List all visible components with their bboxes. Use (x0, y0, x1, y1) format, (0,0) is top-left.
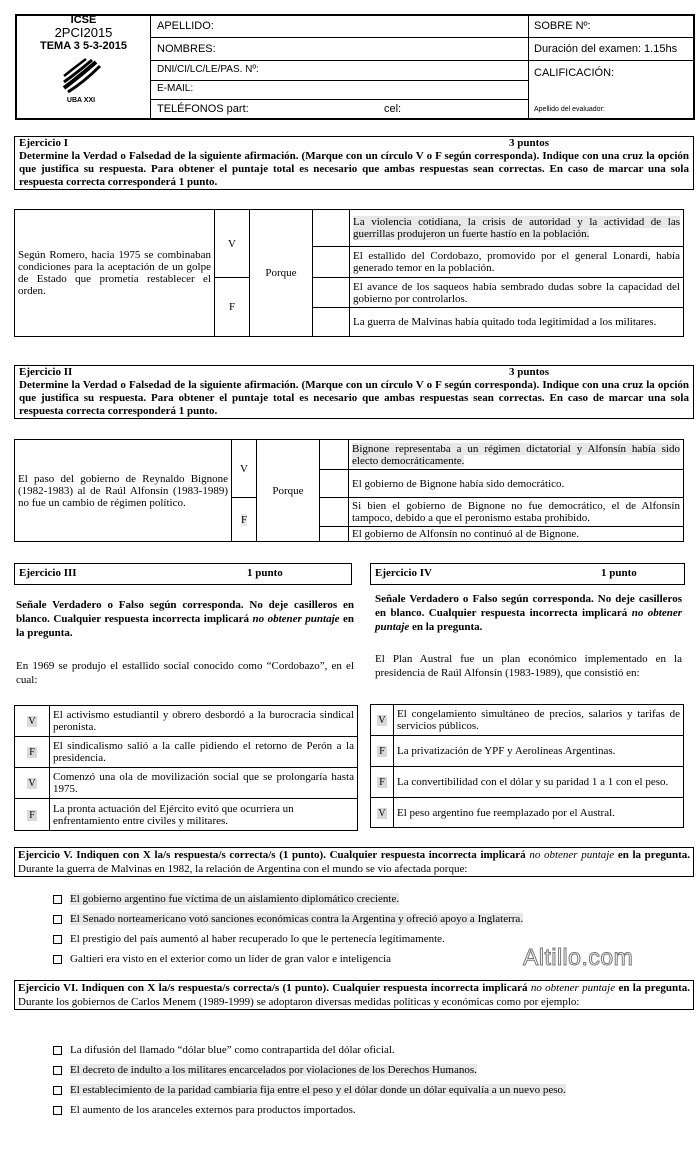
ej3-table (14, 705, 358, 831)
ej3-mark[interactable] (15, 706, 50, 737)
ej1-points: 3 puntos (509, 137, 550, 149)
email-field[interactable]: E-MAIL: (157, 83, 194, 94)
ej2-option-3: Si bien el gobierno de Bignone no fue democrático, el de Alfonsín tampoco, debido a que el peronismo estaba prohibido. (349, 498, 684, 527)
ej6-option-1[interactable] (53, 1044, 395, 1056)
checkbox-icon (53, 935, 62, 944)
ej5-option-3[interactable] (53, 933, 445, 945)
ej5-header (14, 847, 694, 877)
ej2-table (14, 439, 684, 542)
ej3-title: Ejercicio III (19, 567, 77, 579)
ej6-option-1-text: La difusión del llamado “dólar blue” como contrapartida del dólar oficial. (70, 1044, 395, 1056)
ej1-option-3: El avance de los saqueos había sembrado dudas sobre la capacidad del gobierno por controlarlos. (350, 278, 684, 308)
ej6-option-4[interactable] (53, 1104, 356, 1116)
ej3-intro: En 1969 se produjo el estallido social conocido como “Cordobazo”, en el cual: (16, 660, 354, 686)
ej1-instructions: Determine la Verdad o Falsedad de la siguiente afirmación. (Marque con un círculo V o F según corresponda). Indique con una cruz la opción que justifica su respuesta. Para obtener el puntaje total es necesario que ambas respuestas sean correctas. En caso de marcar una sola respuesta correcta corresponderá 1 punto. (19, 150, 689, 188)
ej5-option-2-text: El Senado norteamericano votó sanciones económicas contra la Argentina y ofreció apoyo a Inglaterra. (70, 913, 524, 925)
ej6-header (14, 980, 694, 1010)
ej4-mark-4: V (378, 807, 386, 819)
ej2-statement: El paso del gobierno de Reynaldo Bignone (1982-1983) al de Raúl Alfonsín (1983-1989) no fue un cambio de régimen político. (15, 440, 232, 542)
ej4-mark-3: F (377, 777, 387, 788)
ej2-f-option[interactable] (232, 498, 257, 542)
ej5-head-b2: en la pregunta. (617, 849, 690, 861)
ej2-check-1[interactable] (320, 440, 349, 470)
ej3-row-2: El sindicalismo salió a la calle pidiendo el retorno de Perón a la presidencia. (50, 737, 358, 768)
logo-text: UBA XXI (66, 97, 96, 104)
ej4-row-1: El congelamiento simultáneo de precios, salarios y tarifas de servicios públicos. (394, 705, 684, 736)
ej5-option-4[interactable] (53, 953, 391, 965)
ej5-option-4-text: Galtieri era visto en el exterior como un líder de gran valor e inteligencia (70, 953, 392, 965)
ej2-check-3[interactable] (320, 498, 349, 527)
ej3-mark-3: V (28, 778, 36, 789)
ej3-row-1: El activismo estudiantil y obrero desbordó a la burocracia sindical peronista. (50, 706, 358, 737)
ej2-check-2[interactable] (320, 470, 349, 498)
ej3-inst-em: no obtener puntaje (252, 613, 340, 625)
ej3-mark-2: F (27, 747, 37, 758)
duracion-label: Duración del examen: 1.15hs (534, 43, 678, 55)
nombres-field[interactable]: NOMBRES: (157, 43, 216, 55)
ej4-title: Ejercicio IV (375, 567, 432, 579)
ej2-option-1: Bignone representaba a un régimen dictatorial y Alfonsín había sido electo democráticamente. (352, 442, 680, 467)
ej1-check-4[interactable] (313, 308, 350, 337)
ej2-f-label: F (240, 513, 248, 526)
ej4-mark[interactable] (371, 736, 394, 767)
checkbox-icon (53, 1046, 62, 1055)
ej6-option-2[interactable] (53, 1064, 477, 1076)
ej1-check-1[interactable] (313, 210, 350, 247)
ej4-instructions (375, 592, 682, 634)
ej6-head-b: Ejercicio VI. Indiquen con X la/s respuesta/s correcta/s (1 punto). Cualquier respuesta incorrecta implicará (18, 982, 528, 994)
ej2-check-4[interactable] (320, 527, 349, 542)
uba-logo (56, 56, 106, 106)
ej3-header (14, 563, 352, 585)
ej5-option-3-text: El prestigio del país aumentó al haber recuperado lo que le pertenecía legítimamente. (70, 933, 445, 945)
ej1-check-2[interactable] (313, 247, 350, 278)
ej2-title: Ejercicio II (19, 366, 73, 378)
checkbox-icon (53, 1066, 62, 1075)
apellido-field[interactable]: APELLIDO: (157, 20, 214, 32)
header-divider-left (150, 14, 151, 120)
ej5-option-2[interactable] (53, 913, 523, 925)
ej2-porque: Porque (257, 440, 320, 542)
tema-label: TEMA 3 5-3-2015 (39, 40, 128, 52)
ej4-header (370, 563, 685, 585)
header-divider-right (528, 14, 529, 120)
ej3-points: 1 punto (247, 567, 283, 579)
ej3-mark-1: V (28, 716, 36, 727)
ej1-title: Ejercicio I (19, 137, 68, 149)
checkbox-icon (53, 955, 62, 964)
ej4-table (370, 704, 684, 828)
ej4-mark-2: F (377, 746, 387, 757)
ej1-instructions-box (14, 136, 694, 190)
ej4-points: 1 punto (601, 567, 637, 579)
ej3-row-3: Comenzó una ola de movilización social que se prolongaría hasta 1975. (50, 768, 358, 799)
ej4-intro: El Plan Austral fue un plan económico implementado en la presidencia de Raúl Alfonsín (1983-1989), que consistió en: (375, 653, 682, 679)
ej4-mark-1: V (378, 715, 386, 726)
ej3-mark[interactable] (15, 737, 50, 768)
ej6-head-rest: Durante los gobiernos de Carlos Menem (1989-1999) se adoptaron diversas medidas políticas y económicas como por ejemplo: (18, 996, 580, 1008)
ej2-option-2: El gobierno de Bignone había sido democrático. (349, 470, 684, 498)
ej1-f-option[interactable]: F (215, 278, 250, 337)
ej2-v-option[interactable]: V (232, 440, 257, 498)
course-name: ICSE (70, 14, 97, 26)
ej2-points: 3 puntos (509, 366, 550, 378)
ej1-table (14, 209, 684, 337)
ej3-instructions (16, 598, 354, 640)
ej6-option-3-text: El establecimiento de la paridad cambiaria fija entre el peso y el dólar donde un dólar equivalía a un nuevo peso. (70, 1084, 566, 1096)
course-block (17, 15, 150, 53)
ej6-option-3[interactable] (53, 1084, 566, 1096)
ej4-inst-a: Señale Verdadero o Falso según corresponda. No deje casilleros en blanco. Cualquier respuesta incorrecta implicará (375, 593, 682, 619)
ej4-inst-b: en la pregunta. (411, 621, 483, 633)
ej5-option-1-text: El gobierno argentino fue víctima de un aislamiento diplomático creciente. (70, 893, 400, 905)
ej6-option-2-text: El decreto de indulto a los militares encarcelados por violaciones de los Derechos Humanos. (70, 1064, 477, 1076)
checkbox-icon (53, 895, 62, 904)
ej2-instructions: Determine la Verdad o Falsedad de la siguiente afirmación. (Marque con un círculo V o F según corresponda). Indique con una cruz la opción que justifica su respuesta. Para obtener el puntaje total es necesario que ambas respuestas sean correctas. En caso de marcar una sola respuesta correcta corresponderá 1 punto. (19, 379, 689, 417)
ej4-mark[interactable] (371, 705, 394, 736)
ej1-porque: Porque (250, 210, 313, 337)
cel-field[interactable]: cel: (384, 103, 402, 115)
ej1-statement: Según Romero, hacia 1975 se combinaban condiciones para la aceptación de un golpe de Estado que prometía restablecer el orden. (15, 210, 215, 337)
ej4-row-3: La convertibilidad con el dólar y su paridad 1 a 1 con el peso. (394, 767, 684, 798)
checkbox-icon (53, 1106, 62, 1115)
ej3-inst-b: en la pregunta. (16, 613, 354, 639)
ej4-row-4: El peso argentino fue reemplazado por el Austral. (394, 798, 684, 828)
ej3-mark[interactable] (15, 768, 50, 799)
calificacion-field[interactable]: CALIFICACIÓN: (534, 67, 615, 79)
ej5-head-b: Ejercicio V. Indiquen con X la/s respuesta/s correcta/s (1 punto). Cualquier respuesta incorrecta implicará (18, 849, 526, 861)
ej3-mark[interactable] (15, 799, 50, 831)
ej1-option-4: La guerra de Malvinas había quitado toda legitimidad a los militares. (350, 308, 684, 337)
checkbox-icon (53, 915, 62, 924)
course-code: 2PCI2015 (54, 25, 113, 40)
ej2-option-4: El gobierno de Alfonsín no continuó al de Bignone. (349, 527, 684, 542)
ej6-head-em: no obtener puntaje (530, 982, 616, 994)
ej1-option-1: La violencia cotidiana, la crisis de autoridad y la actividad de las guerrillas produjeron un fuerte hastío en la población. (353, 216, 680, 240)
telefonos-field[interactable]: TELÉFONOS part: (157, 103, 249, 115)
ej4-inst-em: no obtener puntaje (375, 607, 683, 633)
ej4-row-2: La privatización de YPF y Aerolíneas Argentinas. (394, 736, 684, 767)
ej2-instructions-box (14, 365, 694, 419)
ej3-row-4: La pronta actuación del Ejército evitó que ocurriera un enfrentamiento entre civiles y militares. (50, 799, 358, 831)
ej1-check-3[interactable] (313, 278, 350, 308)
ej6-head-b2: en la pregunta. (618, 982, 691, 994)
ej5-head-rest: Durante la guerra de Malvinas en 1982, la relación de Argentina con el mundo se vio afectada porque: (18, 863, 468, 875)
ej3-mark-4: F (27, 810, 37, 821)
ej5-option-1[interactable] (53, 893, 399, 905)
altillo-watermark: Altillo.com (523, 944, 634, 970)
checkbox-icon (53, 1086, 62, 1095)
ej6-option-4-text: El aumento de los aranceles externos para productos importados. (70, 1104, 356, 1116)
ej3-inst-a: Señale Verdadero o Falso según corresponda. No deje casilleros en blanco. Cualquier respuesta incorrecta implicará (16, 599, 354, 625)
sobre-field[interactable]: SOBRE Nº: (534, 20, 591, 32)
ej4-mark[interactable] (371, 767, 394, 798)
ej1-v-option[interactable]: V (215, 210, 250, 278)
ej1-option-2: El estallido del Cordobazo, promovido por el general Lonardi, había generado temor en la población. (350, 247, 684, 278)
dni-field[interactable]: DNI/CI/LC/LE/PAS. Nº: (157, 64, 259, 75)
ej4-mark[interactable] (371, 798, 394, 828)
evaluador-field[interactable]: Apellido del evaluador: (534, 106, 605, 113)
ej5-head-em: no obtener puntaje (529, 849, 615, 861)
